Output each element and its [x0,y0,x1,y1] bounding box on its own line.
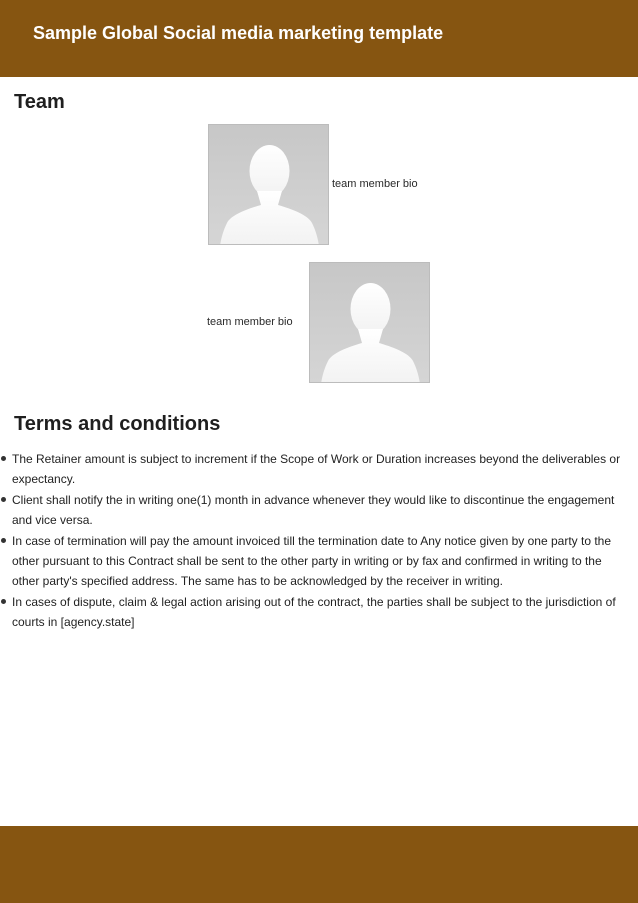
list-item [0,449,630,490]
bullet-icon [1,538,6,543]
bullet-icon [1,599,6,604]
terms-list [0,449,630,633]
person-placeholder-icon [209,125,329,245]
term-text: In case of termination will pay the amount invoiced till the termination date to Any notice given by one party to the other pursuant to this Contract shall be sent to the other party in writing or by fax and confirmed in writing to the other party's specified address. The same has to be acknowledged by the receiver in writing. [12,533,612,589]
team-heading: Team [14,91,65,113]
list-item [0,531,630,592]
term-text: Client shall notify the in writing one(1) month in advance whenever they would like to discontinue the engagement and vice versa. [12,492,615,528]
list-item [0,592,630,633]
team-member-bio-2: team member bio [207,316,293,328]
list-item [0,490,630,531]
term-text: In cases of dispute, claim & legal action arising out of the contract, the parties shall be subject to the jurisdiction of courts in [agency.state] [12,594,616,630]
team-member-bio-1: team member bio [332,178,418,190]
page-title: Sample Global Social media marketing template [33,23,444,43]
person-placeholder-icon [310,263,430,383]
header-bar [0,0,638,77]
terms-heading: Terms and conditions [14,413,221,435]
team-member-avatar-1 [208,124,329,245]
bullet-icon [1,497,6,502]
team-member-avatar-2 [309,262,430,383]
term-text: The Retainer amount is subject to increment if the Scope of Work or Duration increases beyond the deliverables or expectancy. [12,452,621,487]
bullet-icon [1,456,6,461]
footer-bar [0,826,638,903]
